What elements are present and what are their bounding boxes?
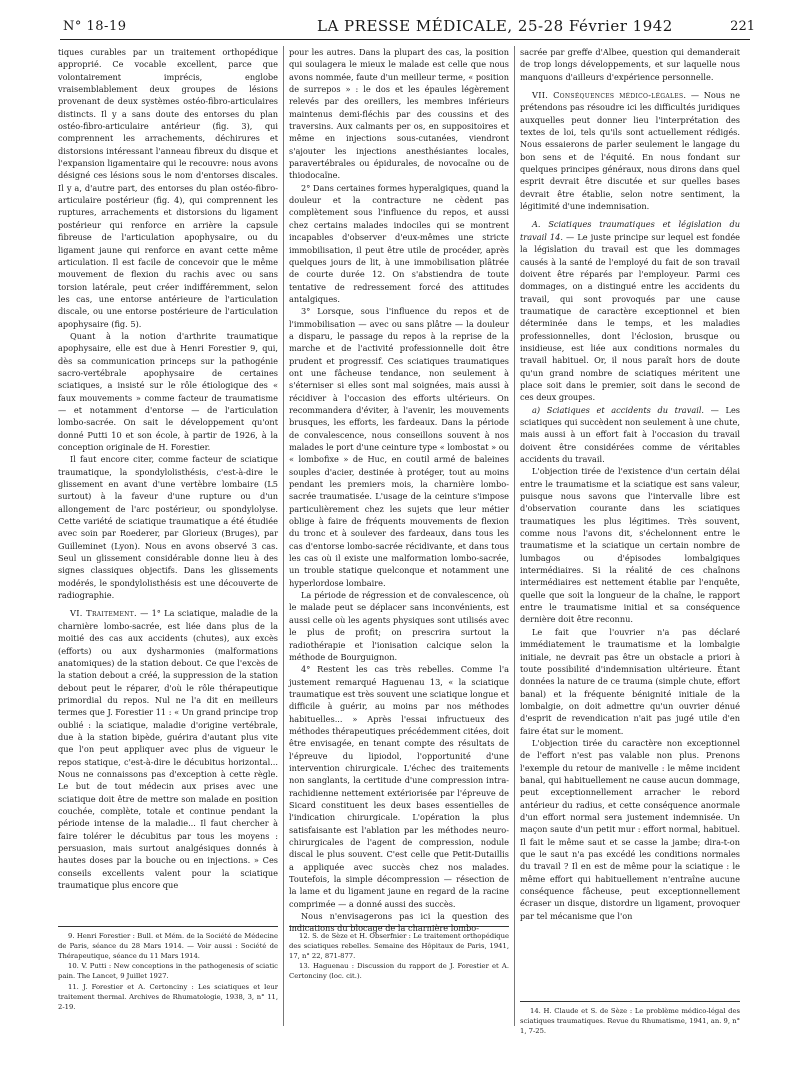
paragraph-text: — Nous ne prétendons pas résoudre ici les difficultés juridiques auxquelles peut donner lieu l'interprétation des textes de loi, tels qu'ils sont actuellement rédigés. Nous essaierons de parler seulement le langage du bon sens et de l'équité. En nous fondant sur quelques principes généraux, nous dirons dans quel esprit devrait être discutée et sur quelles bases devrait être établie, selon notre sentiment, la légitimité d'une indemnisation. <box>520 90 741 212</box>
text-column-1 <box>58 46 278 916</box>
paragraph: sacrée par greffe d'Albee, question qui demanderait de trop longs développements, et sur laquelle nous manquons d'ailleurs d'expérience personnelle. <box>520 47 740 82</box>
footnote-11: 11. J. Forestier et A. Certonciny : Les sciatiques et leur traitement thermal. Archives de Rhumatologie, 1938, 3, n° 11, 2-19. <box>58 982 278 1011</box>
subsection-paragraph <box>520 404 740 466</box>
paragraph: Le fait que l'ouvrier n'a pas déclaré immédiatement le traumatisme et la lombalgie initiale, ne devrait pas être un obstacle a priori à toute possibilité d'indemnisation ultérieure. Étant données la nature de ce trauma (simple chute, effort banal) et la fréquente bénignité initiale de la lombalgie, on doit admettre qu'un ouvrier dénué d'esprit de revendication n'ait pas jugé utile d'en faire état sur le moment. <box>520 626 740 736</box>
paragraph-text: — Les sciatiques qui succèdent non seulement à une chute, mais aussi à un effort fait à l'occasion du travail doivent être considérées comme de véritables accidents du travail. <box>520 404 740 464</box>
footnotes-column-3 <box>520 1007 740 1067</box>
footnote-9: 9. Henri Forestier : Bull. et Mém. de la Société de Médecine de Paris, séance du 28 Mars 1914. — Voir aussi : Société de Thérapeutique, séance du 11 Mars 1914. <box>58 932 278 960</box>
subsection-heading-accidents: a) Sciatiques et accidents du travail. <box>532 404 705 415</box>
page-header <box>55 17 755 39</box>
section-paragraph <box>520 89 740 212</box>
footnote-13: 13. Haguenau : Discussion du rapport de J. Forestier et A. Certonciny (loc. cit.). <box>289 962 509 981</box>
paragraph: La période de régression et de convalescence, où le malade peut se déplacer sans inconvénients, est aussi celle où les agents physiques sont utilisés avec le plus de profit; on prescrira surtout la radiothérapie et l'ionisation calcique selon la méthode de Bourguignon. <box>289 590 509 662</box>
paragraph: tiques curables par un traitement orthopédique approprié. Ce vocable excellent, parce que volontairement imprécis, englobe vraisemblablement deux groupes de lésions provenant de deux systèmes ostéo-fibro-articulaires distincts. Il y a sans doute des entorses du plan ostéo-fibro-articulaire antérieur (fig. 3), qui comprennent les arrachements, déchirures et distorsions intéressant l'anneau fibreux du disque et l'expansion ligamentaire qui le recouvre: nous avons désigné ces lésions sous le nom d'entorses discales. Il y a, d'autre part, des entorses du plan ostéo-fibro-articulaire postérieur (fig. 4), qui comprennent les ruptures, arrachements et distorsions du ligament postérieur qui renforce en arrière la capsule fibreuse de l'articulation apophysaire, ou du ligament jaune qui renforce en avant cette même articulation. Il est facile de concevoir que le même mouvement de flexion du rachis avec ou sans torsion latérale, peut créer indifféremment, selon les cas, une entorse antérieure de l'articulation discale, ou une entorse postérieure de l'articulation apophysaire (fig. 5). <box>58 47 278 329</box>
paragraph: 3° Lorsque, sous l'influence du repos et de l'immobilisation — avec ou sans plâtre — la douleur a disparu, le passage du repos à la reprise de la marche et de l'activité professionnelle doit être prudent et progressif. Ces sciatiques traumatiques ont une fâcheuse tendance, non seulement à s'éterniser si elles sont mal soignées, mais aussi à récidiver à l'occasion des efforts ultérieurs. On recommandera d'éviter, à l'avenir, les mouvements brusques, les efforts, les fardeaux. Dans la période de convalescence, nous conseillons souvent à nos malades le port d'une ceinture type « lombostat » ou « lombofixe » de Huc, en coutil armé de baleines souples d'acier, destinée à protéger, tout au moins pendant les premiers mois, la charnière lombo-sacrée traumatisée. L'usage de la ceinture s'impose particulièrement chez les sujets que leur métier oblige à faire de fréquents mouvements de flexion du tronc et à soulever des fardeaux, dans tous les cas d'entorse lombo-sacrée récidivante, et dans tous les cas où il existe une malformation lombo-sacrée, un trouble statique quelconque et notamment une hyperlordose lombaire. <box>289 306 509 588</box>
footnote-12: 12. S. de Sèze et H. Obserfnier : Le traitement orthopédique des sciatiques rebelles. Semaine des Hôpitaux de Paris, 1941, 17, n° 22, 871-877. <box>289 932 509 960</box>
paragraph-text: — Le juste principe sur lequel est fondée la législation du travail est que les dommages causés à la santé de l'employé du fait de son travail doivent être réparés par l'employeur. Parmi ces dommages, on a distingué entre les accidents du travail, qui sont provoqués par une cause traumatique de caractère exceptionnel et bien déterminée dans le temps, et les maladies professionnelles, dont l'éclosion, brusque ou insidieuse, est liée aux conditions normales du travail habituel. Or, il nous paraît hors de doute qu'un grand nombre de sciatiques méritent une place soit dans le premier, soit dans le second de ces deux groupes. <box>520 231 741 403</box>
column-divider <box>514 46 515 1026</box>
page-number: 221 <box>730 19 755 34</box>
section-paragraph <box>58 607 278 891</box>
text-column-3 <box>520 46 741 921</box>
column-divider <box>283 46 284 1026</box>
footnote-rule <box>58 926 278 927</box>
paragraph-text: — 1° La sciatique, maladie de la charnière lombo-sacrée, est liée dans plus de la moitié des cas aux accidents (chutes), aux excès (efforts) ou aux dysharmonies (malformations anatomiques) de la station debout. Ce que l'excès de la station debout a créé, la suppression de la station debout peut le réparer, d'où le rôle thérapeutique primordial du repos. Nul ne l'a dit en meilleurs termes que J. Forestier 11 : « Un grand principe trop oublié : la sciatique, maladie d'origine vertébrale, due à la station bipède, guérira d'autant plus vite que l'on peut appliquer avec plus de vigueur le repos statique, c'est-à-dire le décubitus horizontal... Nous ne connaissons pas d'exception à cette règle. Le but de tout médecin aux prises avec une sciatique doit être de mettre son malade en position couchée, complète, totale et continue pendant la période intense de la maladie... Il faut chercher à faire tolérer le décubitus par tous les moyens : persuasion, mais surtout analgésiques donnés à hautes doses par la bouche ou en injections. » Ces conseils excellents valent pour la sciatique traumatique plus encore que <box>58 608 279 891</box>
paragraph: L'objection tirée du caractère non exceptionnel de l'effort n'est pas valable non plus. Prenons l'exemple du retour de manivelle : le même incident banal, qui habituellement ne cause aucun dommage, peut exceptionnellement arracher le rebord antérieur du radius, et cette conséquence anormale d'un effort normal sera justement indemnisée. Un maçon saute d'un petit mur : effort normal, habituel. Il fait le même saut et se casse la jambe; dira-t-on que le saut n'a pas excédé les conditions normales du travail ? Il en est de même pour la sciatique : le même effort qui habituellement n'entraîne aucune conséquence fâcheuse, peut exceptionnellement écraser un disque, distordre un ligament, provoquer par tel mécanisme que l'on <box>520 737 740 921</box>
paragraph: Il faut encore citer, comme facteur de sciatique traumatique, la spondylolisthésis, c'est-à-dire le glissement en avant d'une vertèbre lombaire (L5 surtout) à la faveur d'une rupture ou d'un allongement de l'arc postérieur, ou spondylolyse. Cette variété de sciatique traumatique a été étudiée avec soin par Roederer, par Glorieux (Bruges), par Guilleminet (Lyon). Nous en avons observé 3 cas. Seul un glissement considérable donne lieu à des signes classiques objectifs. Dans les glissements modérés, le spondylolisthésis est une découverte de radiographie. <box>58 454 278 601</box>
section-heading-traitement: VI. Traitement. <box>70 608 137 619</box>
footnote-rule <box>289 926 509 927</box>
footnote-rule <box>520 1001 740 1002</box>
paragraph: Nous n'envisagerons pas ici la question des indications du blocage de la charnière lombo- <box>289 911 509 934</box>
paragraph: Quant à la notion d'arthrite traumatique apophysaire, elle est due à Henri Forestier 9, qui, dès sa communication princeps sur la pathogénie sacro-vertébrale apophysaire de certaines sciatiques, a insisté sur le rôle étiologique des « faux mouvements » comme facteur de traumatisme — et notamment d'entorse — de l'articulation lombo-sacrée. On sait le développement qu'ont donné Putti 10 et son école, à partir de 1926, à la conception originale de H. Forestier. <box>58 330 278 452</box>
paragraph: 4° Restent les cas très rebelles. Comme l'a justement remarqué Haguenau 13, « la sciatique traumatique est très souvent une sciatique longue et difficile à guérir, au moins par nos méthodes habituelles... » Après l'essai infructueux des méthodes thérapeutiques précédemment citées, doit être envisagée, en tenant compte des résultats de l'épreuve du lipiodol, l'opportunité d'une intervention chirurgicale. L'échec des traitements non sanglants, la certitude d'une compression intra-rachidienne nettement extériorisée par l'épreuve de Sicard constituent les deux bases essentielles de l'indication chirurgicale. L'opération la plus satisfaisante est l'ablation par les méthodes neuro-chirurgicales de l'agent de compression, nodule discal le plus souvent. C'est celle que Petit-Dutaillis a appliquée avec succès chez nos malades. Toutefois, la simple décompression — résection de la lame et du ligament jaune en regard de la racine comprimée — a donné aussi des succès. <box>289 664 509 909</box>
subsection-paragraph <box>520 218 740 403</box>
subsection-heading-legislation: A. Sciatiques traumatiques et législation du travail 14. <box>520 219 740 242</box>
issue-number: N° 18-19 <box>63 19 127 34</box>
header-rule <box>60 39 750 40</box>
footnotes-column-2 <box>289 932 509 1072</box>
footnote-14: 14. H. Claude et S. de Sèze : Le problème médico-légal des sciatiques traumatiques. Revue du Rhumatisme, 1941, an. 9, n° 1, 7-25. <box>520 1007 740 1035</box>
footnotes-column-1 <box>58 932 278 1072</box>
paragraph: pour les autres. Dans la plupart des cas, la position qui soulagera le mieux le malade est celle que nous avons nommée, faute d'un meilleur terme, « position de surrepos » : le dos et les épaules légèrement relevés par des oreillers, les membres inférieurs maintenus demi-fléchis par des coussins et des traversins. Aux calmants per os, en suppositoires et même en injections sous-cutanées, viendront s'ajouter les injections anesthésiantes locales, paravertébrales ou épidurales, de novocaïne ou de thiodocaïne. <box>289 47 509 181</box>
paragraph: L'objection tirée de l'existence d'un certain délai entre le traumatisme et la sciatique est sans valeur, puisque nous savons que l'intervalle libre est d'observation courante dans les sciatiques traumatiques les plus légitimes. Très souvent, comme nous l'avons dit, s'échelonnent entre le traumatisme et la sciatique un certain nombre de lumbagos ou d'épisodes lombalgiques intermédiaires. Si la réalité de ces chaînons intermédiaires est nettement établie par l'enquête, quelle que soit la longueur de la chaîne, le rapport entre le traumatisme initial et sa conséquence dernière doit être reconnu. <box>520 466 740 625</box>
journal-title: LA PRESSE MÉDICALE, 25-28 Février 1942 <box>317 17 673 35</box>
section-heading-medico-legales: VII. Conséquences médico-légales. <box>532 90 687 101</box>
text-column-2 <box>289 46 509 934</box>
paragraph: 2° Dans certaines formes hyperalgiques, quand la douleur et la contracture ne cèdent pas complètement sous l'influence du repos, et aussi chez certains malades indociles qui se montrent incapables d'observer d'eux-mêmes une stricte immobilisation, il peut être utile de procéder, après quelques jours de lit, à une immobilisation plâtrée de courte durée 12. On s'abstiendra de toute tentative de redressement forcé des attitudes antalgiques. <box>289 182 509 304</box>
footnote-10: 10. V. Putti : New conceptions in the pathogenesis of sciatic pain. The Lancet, 9 Juillet 1927. <box>58 962 278 981</box>
